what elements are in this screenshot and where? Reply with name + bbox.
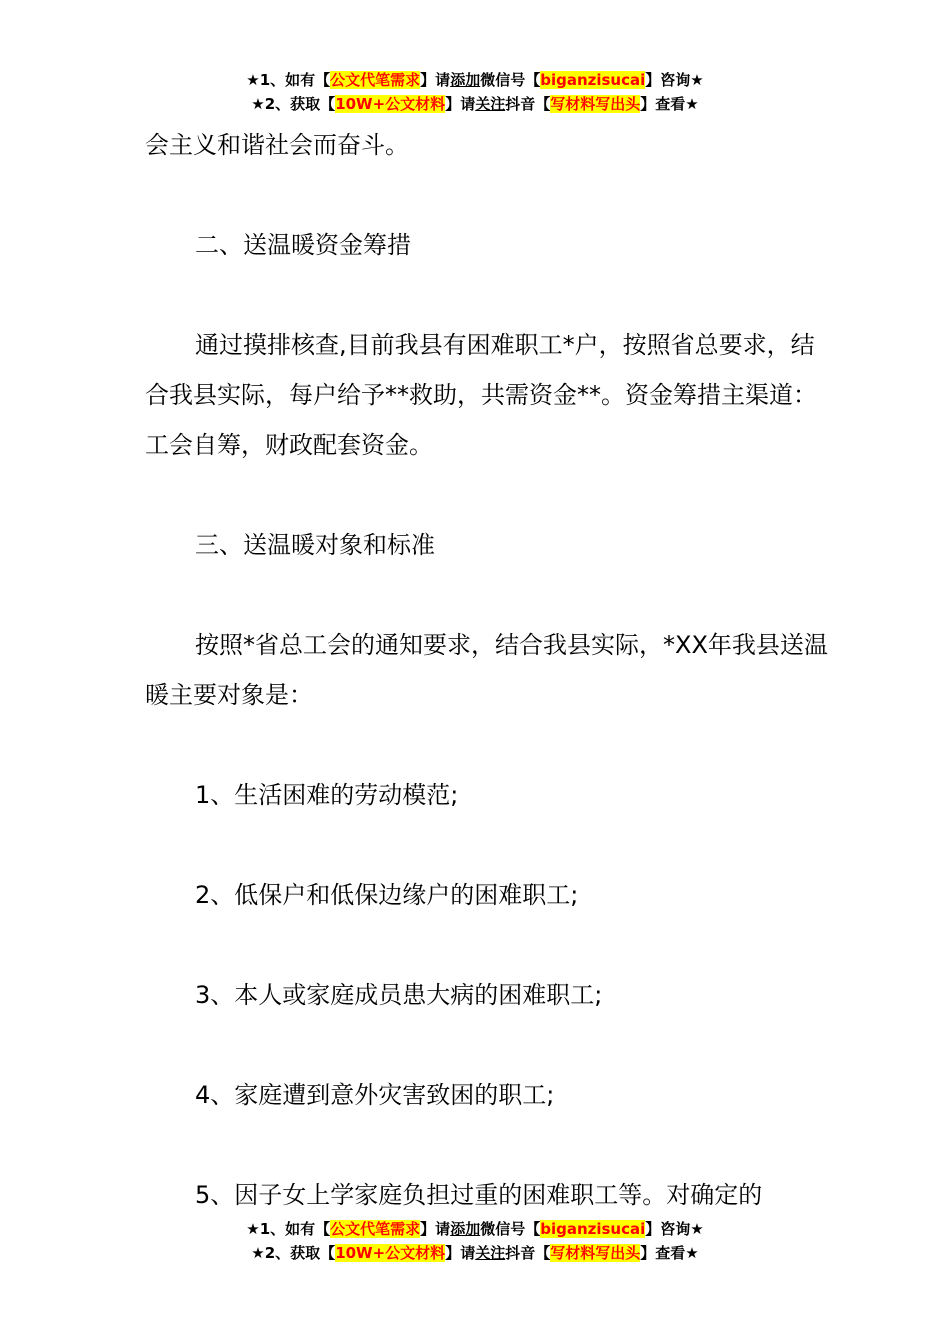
banner-text: ★1、如有【 xyxy=(246,71,331,89)
banner-line-2 xyxy=(0,92,950,116)
banner-underlined: 添加 xyxy=(450,1220,481,1238)
section-heading-targets: 三、送温暖对象和标准 xyxy=(195,531,435,559)
highlight-douyin: 写材料写出头 xyxy=(550,95,641,113)
banner-text: 】请 xyxy=(420,1220,451,1238)
list-item: 3、本人或家庭成员患大病的困难职工; xyxy=(195,981,603,1009)
list-item: 1、生活困难的劳动模范; xyxy=(195,781,459,809)
banner-text: 】请 xyxy=(445,1244,476,1262)
highlight-wechat-id: biganzisucai xyxy=(540,1220,646,1238)
banner-line-1 xyxy=(0,1217,950,1241)
banner-underlined: 添加 xyxy=(450,71,481,89)
highlight-service: 公文代笔需求 xyxy=(330,71,421,89)
document-body xyxy=(145,120,835,1220)
highlight-materials: 10W+公文材料 xyxy=(335,1244,446,1262)
banner-line-1 xyxy=(0,68,950,92)
list-item: 2、低保户和低保边缘户的困难职工; xyxy=(195,881,579,909)
banner-text: ★1、如有【 xyxy=(246,1220,331,1238)
banner-text: 微信号【 xyxy=(480,1220,541,1238)
banner-text: 抖音【 xyxy=(505,95,551,113)
paragraph-funds: 通过摸排核查,目前我县有困难职工*户，按照省总要求，结合我县实际，每户给予**救助，共需资金**。资金筹措主渠道：工会自筹，财政配套资金。 xyxy=(145,331,817,459)
banner-text: ★2、获取【 xyxy=(251,1244,336,1262)
section-heading-funds: 二、送温暖资金筹措 xyxy=(195,231,411,259)
paragraph-continuation: 会主义和谐社会而奋斗。 xyxy=(145,131,409,159)
list-item: 4、家庭遭到意外灾害致困的职工; xyxy=(195,1081,555,1109)
banner-text: 】查看★ xyxy=(640,95,699,113)
banner-underlined: 关注 xyxy=(475,1244,506,1262)
banner-line-2 xyxy=(0,1241,950,1265)
highlight-service: 公文代笔需求 xyxy=(330,1220,421,1238)
highlight-materials: 10W+公文材料 xyxy=(335,95,446,113)
highlight-douyin: 写材料写出头 xyxy=(550,1244,641,1262)
highlight-wechat-id: biganzisucai xyxy=(540,71,646,89)
banner-text: 】请 xyxy=(445,95,476,113)
banner-text: 】咨询★ xyxy=(645,71,704,89)
paragraph-targets: 按照*省总工会的通知要求，结合我县实际，*XX年我县送温暖主要对象是： xyxy=(145,631,828,709)
banner-underlined: 关注 xyxy=(475,95,506,113)
banner-text: 抖音【 xyxy=(505,1244,551,1262)
banner-text: 】查看★ xyxy=(640,1244,699,1262)
banner-text: ★2、获取【 xyxy=(251,95,336,113)
banner-text: 】请 xyxy=(420,71,451,89)
footer-banner xyxy=(0,1217,950,1265)
banner-text: 】咨询★ xyxy=(645,1220,704,1238)
banner-text: 微信号【 xyxy=(480,71,541,89)
list-item: 5、因子女上学家庭负担过重的困难职工等。对确定的 xyxy=(195,1181,763,1209)
header-banner xyxy=(0,68,950,116)
